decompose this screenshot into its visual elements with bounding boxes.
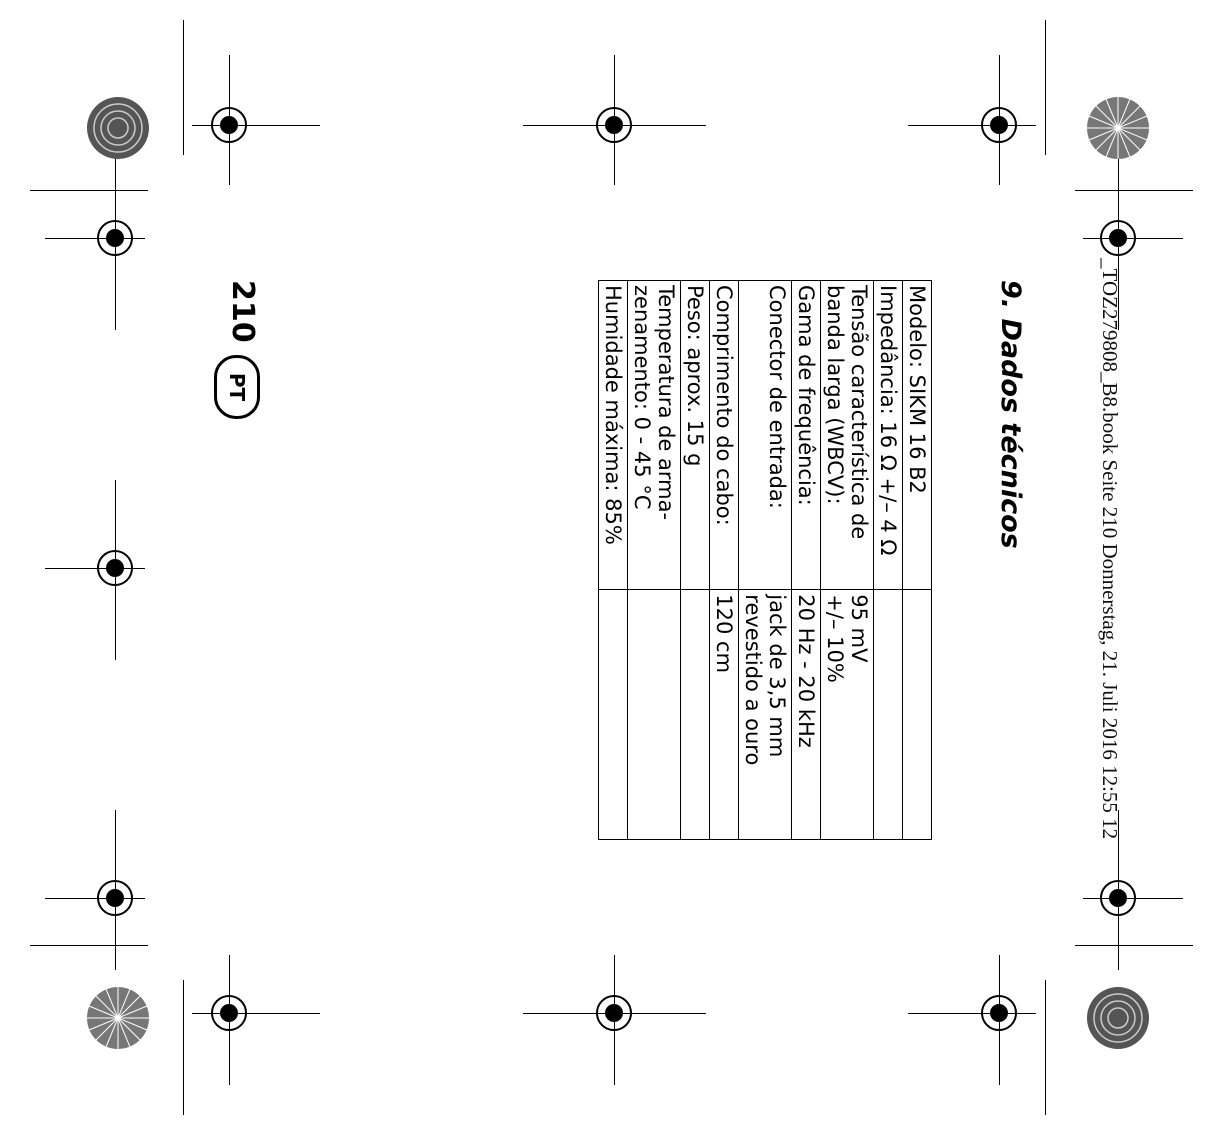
- trim-line: [183, 980, 184, 1115]
- spec-label: Tensão característica de banda larga (WBCV):: [821, 281, 874, 590]
- registration-mark-icon: [93, 546, 137, 590]
- spec-label: Temperatura de arma- zenamento: 0 - 45 °C: [628, 281, 681, 590]
- spec-table: [598, 280, 932, 840]
- registration-mark-icon: [977, 991, 1021, 1035]
- slug-line: _TOZ279808_B8.book Seite 210 Donnerstag, 21. Juli 2016 12:55 12: [1098, 258, 1122, 840]
- section-title: 9. Dados técnicos: [995, 280, 1026, 549]
- registration-mark-icon: [592, 991, 636, 1035]
- trim-line: [1045, 980, 1046, 1115]
- table-row: [599, 281, 628, 840]
- spec-label: Modelo: SIKM 16 B2: [903, 281, 932, 590]
- spec-value: [599, 590, 628, 840]
- page-content: [225, 258, 1122, 980]
- page-number: 210: [225, 280, 260, 343]
- registration-mark-icon: [977, 103, 1021, 147]
- table-row: [874, 281, 903, 840]
- table-row: [710, 281, 739, 840]
- registration-mark-icon: [207, 103, 251, 147]
- trim-line: [183, 20, 184, 155]
- registration-mark-icon: [592, 103, 636, 147]
- trim-line: [30, 945, 148, 946]
- spec-label: Conector de entrada:: [739, 281, 792, 590]
- spec-value: [681, 590, 710, 840]
- language-badge: PT: [214, 355, 260, 419]
- table-row: [903, 281, 932, 840]
- spec-value: [874, 590, 903, 840]
- spec-value: [628, 590, 681, 840]
- starburst-mark-icon: [1085, 985, 1151, 1051]
- table-row: [792, 281, 821, 840]
- table-row: [681, 281, 710, 840]
- starburst-mark-icon: [85, 95, 151, 161]
- registration-mark-icon: [1096, 216, 1140, 260]
- spec-label: Peso: aprox. 15 g: [681, 281, 710, 590]
- table-row: [739, 281, 792, 840]
- registration-mark-icon: [1096, 876, 1140, 920]
- registration-mark-icon: [93, 876, 137, 920]
- registration-mark-icon: [93, 216, 137, 260]
- spec-value: 95 mV +/– 10%: [821, 590, 874, 840]
- trim-line: [1075, 945, 1193, 946]
- table-row: [628, 281, 681, 840]
- trim-line: [1045, 20, 1046, 155]
- spec-label: Impedância: 16 Ω +/– 4 Ω: [874, 281, 903, 590]
- spec-value: [903, 590, 932, 840]
- table-row: [821, 281, 874, 840]
- trim-line: [1075, 190, 1193, 191]
- trim-line: [30, 190, 148, 191]
- spec-label: Gama de frequência:: [792, 281, 821, 590]
- spec-value: jack de 3,5 mm revestido a ouro: [739, 590, 792, 840]
- spec-label: Humidade máxima: 85%: [599, 281, 628, 590]
- starburst-mark-icon: [1085, 95, 1151, 161]
- starburst-mark-icon: [85, 985, 151, 1051]
- spec-value: 120 cm: [710, 590, 739, 840]
- spec-label: Comprimento do cabo:: [710, 281, 739, 590]
- registration-mark-icon: [207, 991, 251, 1035]
- spec-value: 20 Hz - 20 kHz: [792, 590, 821, 840]
